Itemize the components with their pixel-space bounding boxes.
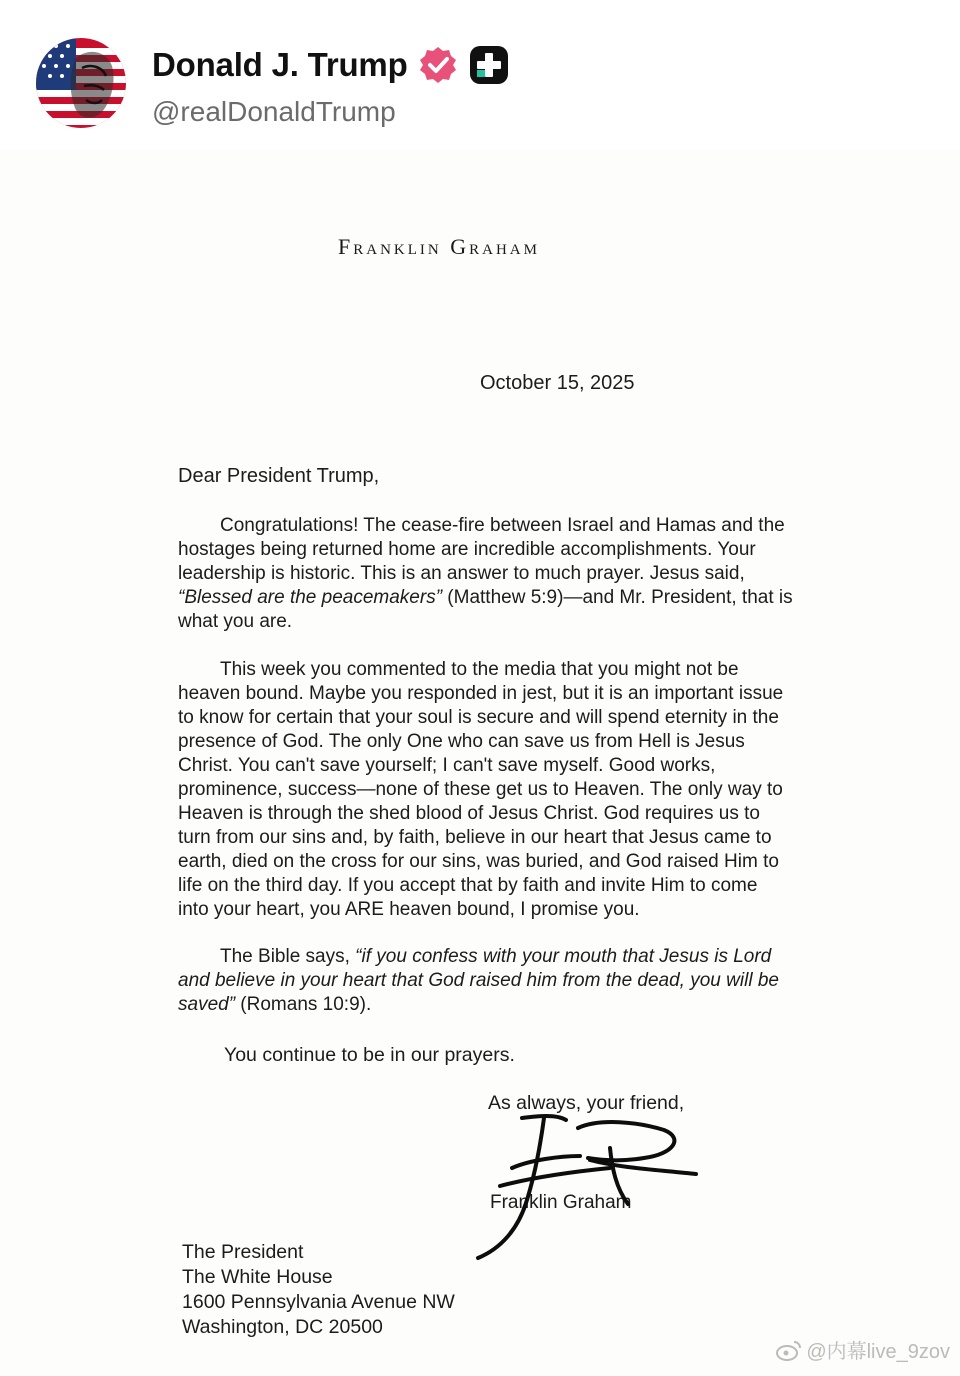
- paragraph-3: The Bible says, “if you confess with your mouth that Jesus is Lord and believe in your heart that God raised him from the dead, you will be saved” (Romans 10:9).: [178, 946, 779, 1015]
- author-name[interactable]: Donald J. Trump: [152, 46, 408, 83]
- plus-badge-icon: [468, 44, 510, 86]
- closing: As always, your friend,: [488, 1092, 685, 1114]
- post-author: [152, 44, 510, 128]
- signature: [460, 1108, 710, 1268]
- paragraph-4: You continue to be in our prayers.: [224, 1044, 515, 1066]
- paragraph-1: Congratulations! The cease-fire between Israel and Hamas and the hostages being returned home are incredible accomplishments. Your leadership is historic. This is an answer to much prayer. Jesus said, “Blessed are the peacemakers” (Matthew 5:9)—and Mr. President, that is what you are.: [178, 515, 793, 632]
- printed-name: Franklin Graham: [490, 1192, 632, 1213]
- salutation: Dear President Trump,: [178, 465, 380, 487]
- letterhead: Franklin Graham: [338, 234, 540, 259]
- verified-badge-icon: [418, 45, 458, 85]
- avatar[interactable]: [36, 38, 126, 128]
- recipient-address: The President The White House 1600 Pennsylvania Avenue NW Washington, DC 20500: [182, 1241, 455, 1338]
- avatar-flag-portrait: [36, 38, 126, 128]
- letter-date: October 15, 2025: [480, 372, 635, 394]
- letter-image: [0, 150, 960, 1376]
- author-handle[interactable]: @realDonaldTrump: [152, 96, 396, 127]
- weibo-logo-icon: [776, 1339, 802, 1361]
- watermark: @内幕live_9zov: [776, 1335, 950, 1364]
- scripture-quote: “Blessed are the peacemakers”: [178, 587, 443, 608]
- paragraph-2: This week you commented to the media that you might not be heaven bound. Maybe you responded in jest, but it is an important issue to know for certain that your soul is secure and will spend eternity in the presence of God. The only One who can save us from Hell is Jesus Christ. You can't save yourself; I can't save myself. Good works, prominence, success—none of these get us to Heaven. The only way to Heaven is through the shed blood of Jesus Christ. God requires us to turn from our sins and, by faith, believe in our heart that Jesus came to earth, died on the cross for our sins, was buried, and God raised Him to life on the third day. If you accept that by faith and invite Him to come into your heart, you ARE heaven bound, I promise you.: [178, 659, 784, 920]
